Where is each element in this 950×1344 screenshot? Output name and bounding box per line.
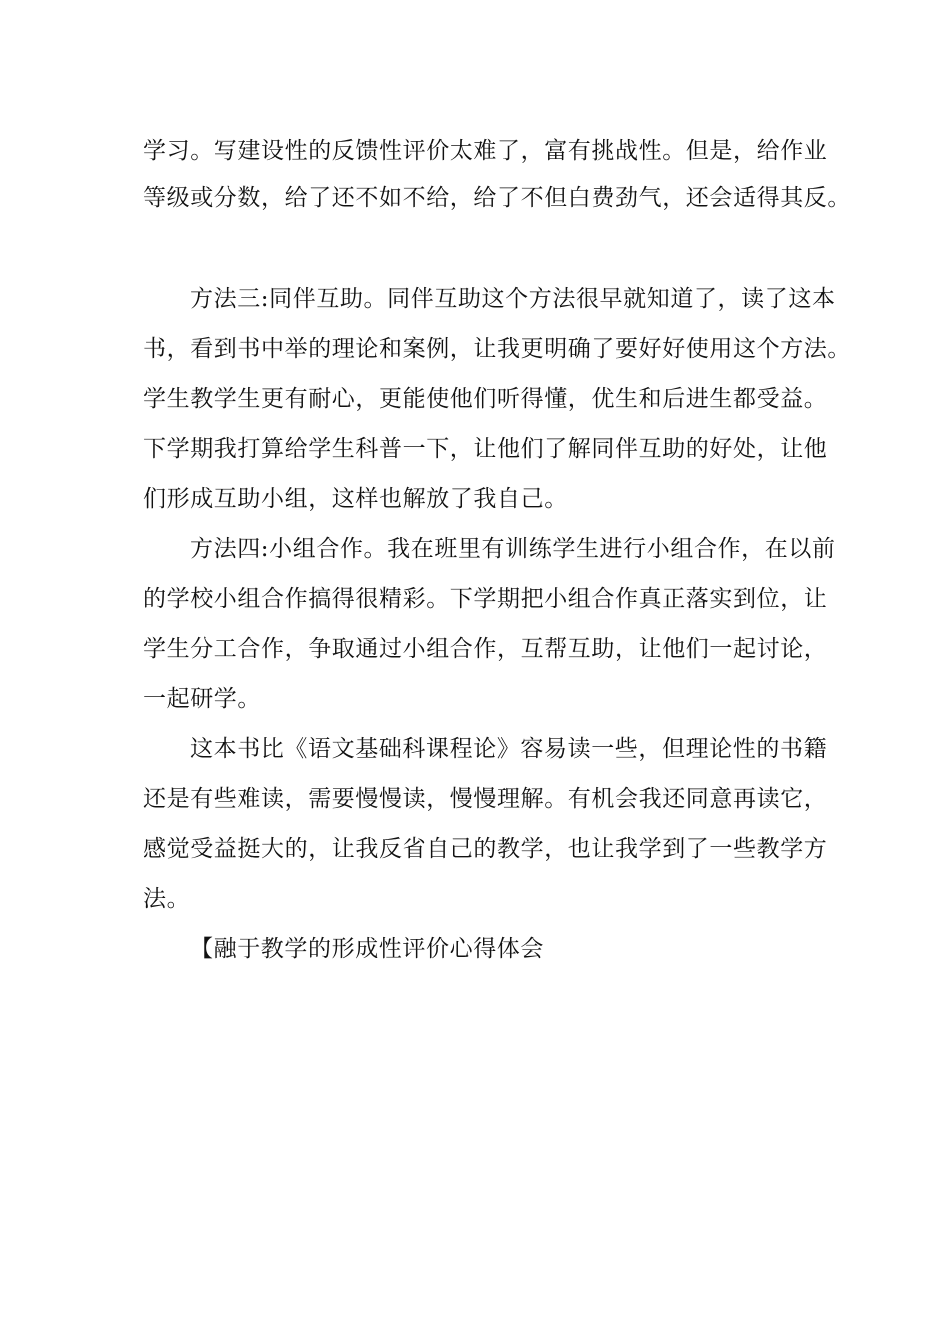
paragraph-line: 等级或分数，给了还不如不给，给了不但白费劲气，还会适得其反。 [143, 185, 851, 211]
paragraph-line: 的学校小组合作搞得很精彩。下学期把小组合作真正落实到位，让 [143, 586, 828, 612]
paragraph-line: 学习。写建设性的反馈性评价太难了，富有挑战性。但是，给作业 [143, 138, 828, 164]
paragraph-line: 方法四:小组合作。我在班里有训练学生进行小组合作，在以前 [190, 536, 836, 562]
paragraph-line: 感觉受益挺大的，让我反省自己的教学，也让我学到了一些教学方 [143, 836, 828, 862]
section-heading: 【融于教学的形成性评价心得体会 [190, 936, 544, 962]
paragraph-line: 这本书比《语文基础科课程论》容易读一些，但理论性的书籍 [190, 736, 828, 762]
paragraph-line: 书，看到书中举的理论和案例，让我更明确了要好好使用这个方法。 [143, 336, 851, 362]
paragraph-line: 法。 [143, 886, 191, 912]
paragraph-line: 们形成互助小组，这样也解放了我自己。 [143, 486, 568, 512]
paragraph-line: 还是有些难读，需要慢慢读，慢慢理解。有机会我还同意再读它， [143, 786, 828, 812]
paragraph-line: 方法三:同伴互助。同伴互助这个方法很早就知道了，读了这本 [190, 286, 836, 312]
paragraph-line: 学生分工合作，争取通过小组合作，互帮互助，让他们一起讨论， [143, 636, 828, 662]
paragraph-line: 一起研学。 [143, 686, 261, 712]
paragraph-line: 学生教学生更有耐心，更能使他们听得懂，优生和后进生都受益。 [143, 386, 828, 412]
paragraph-line: 下学期我打算给学生科普一下，让他们了解同伴互助的好处，让他 [143, 436, 828, 462]
